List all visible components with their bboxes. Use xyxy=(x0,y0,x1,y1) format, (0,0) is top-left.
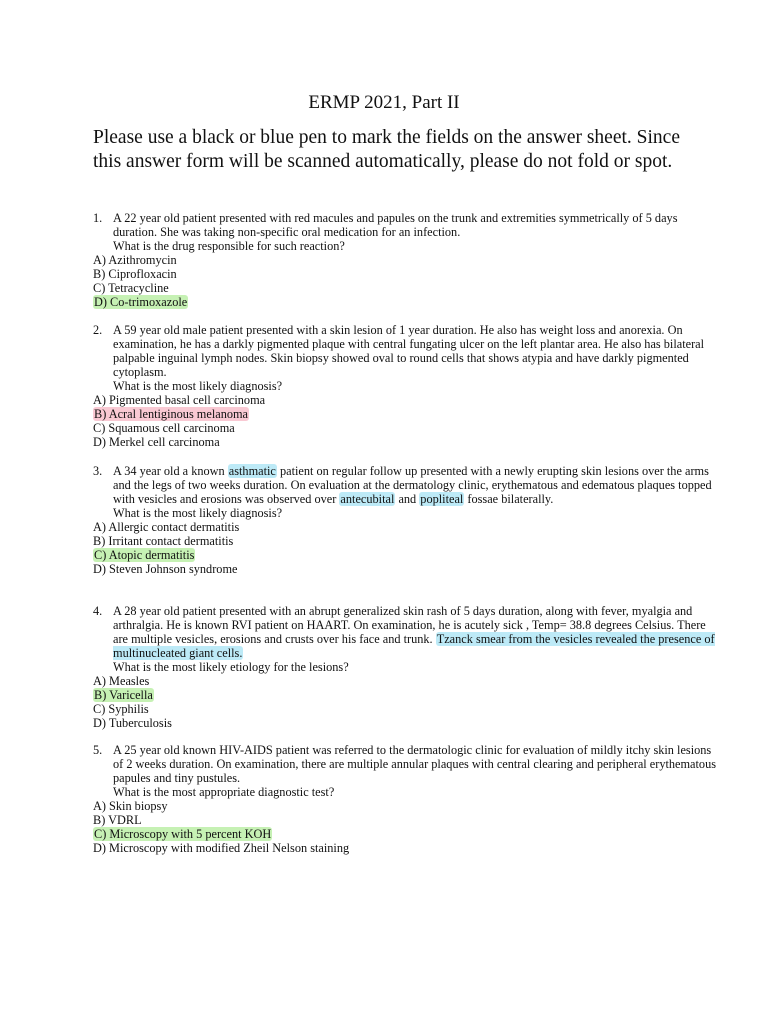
question-number: 4. xyxy=(93,604,103,618)
highlighted-keyword: asthmatic xyxy=(228,464,276,478)
option-c-correct-answer: C) Microscopy with 5 percent KOH xyxy=(94,827,272,841)
question-prompt: What is the most appropriate diagnostic test? xyxy=(113,785,335,799)
question-stem: A 34 year old a known asthmatic patient on regular follow up presented with a newly erupting skin lesions over the arms and the legs of two weeks duration. On evaluation at the dermatology clinic, erythematous and edematous plaques topped with vesicles and erosions was observed over antecubital and popliteal fossae bilaterally. xyxy=(113,464,712,506)
question-5 xyxy=(93,743,723,855)
question-3 xyxy=(93,464,723,576)
option-d: D) Tuberculosis xyxy=(93,716,172,730)
instructions-paragraph: Please use a black or blue pen to mark the fields on the answer sheet. Since this answer form will be scanned automatically, please do not fold or spot. xyxy=(93,127,680,172)
question-number: 2. xyxy=(93,323,103,337)
option-c: C) Tetracycline xyxy=(93,281,169,295)
option-a: A) Pigmented basal cell carcinoma xyxy=(93,393,266,407)
option-b: B) Ciprofloxacin xyxy=(93,267,177,281)
option-d: D) Merkel cell carcinoma xyxy=(93,435,220,449)
option-a: A) Allergic contact dermatitis xyxy=(93,520,240,534)
option-a: A) Measles xyxy=(93,674,150,688)
question-4 xyxy=(93,604,723,730)
highlighted-keyword: antecubital xyxy=(340,492,395,506)
highlighted-finding: Tzanck smear from the vesicles revealed the presence of multinucleated giant cells. xyxy=(113,632,715,660)
question-1 xyxy=(93,211,723,309)
option-d: D) Microscopy with modified Zheil Nelson staining xyxy=(93,841,350,855)
question-stem: A 22 year old patient presented with red macules and papules on the trunk and extremities symmetrically of 5 days duration. She was taking non-specific oral medication for an infection. xyxy=(113,211,678,239)
question-stem: A 28 year old patient presented with an abrupt generalized skin rash of 5 days duration, along with fever, myalgia and arthralgia. He is known RVI patient on HAART. On examination, he is acutely sick , Temp= 38.8 degrees Celsius. There are multiple vesicles, erosions and crusts over his face and trunk. Tzanck smear from the vesicles revealed the presence of multinucleated giant cells. xyxy=(113,604,715,660)
option-b: B) VDRL xyxy=(93,813,142,827)
highlighted-keyword: popliteal xyxy=(420,492,464,506)
option-b-correct-answer: B) Acral lentiginous melanoma xyxy=(94,407,249,421)
question-prompt: What is the most likely diagnosis? xyxy=(113,506,283,520)
question-number: 3. xyxy=(93,464,103,478)
question-prompt: What is the drug responsible for such reaction? xyxy=(113,239,345,253)
question-2 xyxy=(93,323,723,449)
document-title: ERMP 2021, Part II xyxy=(308,92,460,113)
option-a: A) Skin biopsy xyxy=(93,799,168,813)
question-number: 5. xyxy=(93,743,103,757)
question-stem: A 25 year old known HIV-AIDS patient was referred to the dermatologic clinic for evaluation of mildly itchy skin lesions of 2 weeks duration. On examination, there are multiple annular plaques with central clearing and peripheral erythematous papules and tiny pustules. xyxy=(113,743,717,785)
question-stem: A 59 year old male patient presented with a skin lesion of 1 year duration. He also has weight loss and anorexia. On examination, he has a darkly pigmented plaque with central fungating ulcer on the left plantar area. He also has bilateral palpable inguinal lymph nodes. Skin biopsy showed oval to round cells that shows atypia and have darkly pigmented cytoplasm. xyxy=(113,323,705,379)
option-d: D) Steven Johnson syndrome xyxy=(93,562,238,576)
question-prompt: What is the most likely etiology for the lesions? xyxy=(113,660,349,674)
option-c: C) Squamous cell carcinoma xyxy=(93,421,235,435)
option-b-correct-answer: B) Varicella xyxy=(94,688,153,702)
option-c-correct-answer: C) Atopic dermatitis xyxy=(94,548,195,562)
option-c: C) Syphilis xyxy=(93,702,149,716)
question-prompt: What is the most likely diagnosis? xyxy=(113,379,283,393)
question-number: 1. xyxy=(93,211,103,225)
option-d-correct-answer: D) Co-trimoxazole xyxy=(94,295,188,309)
option-b: B) Irritant contact dermatitis xyxy=(93,534,234,548)
option-a: A) Azithromycin xyxy=(93,253,177,267)
